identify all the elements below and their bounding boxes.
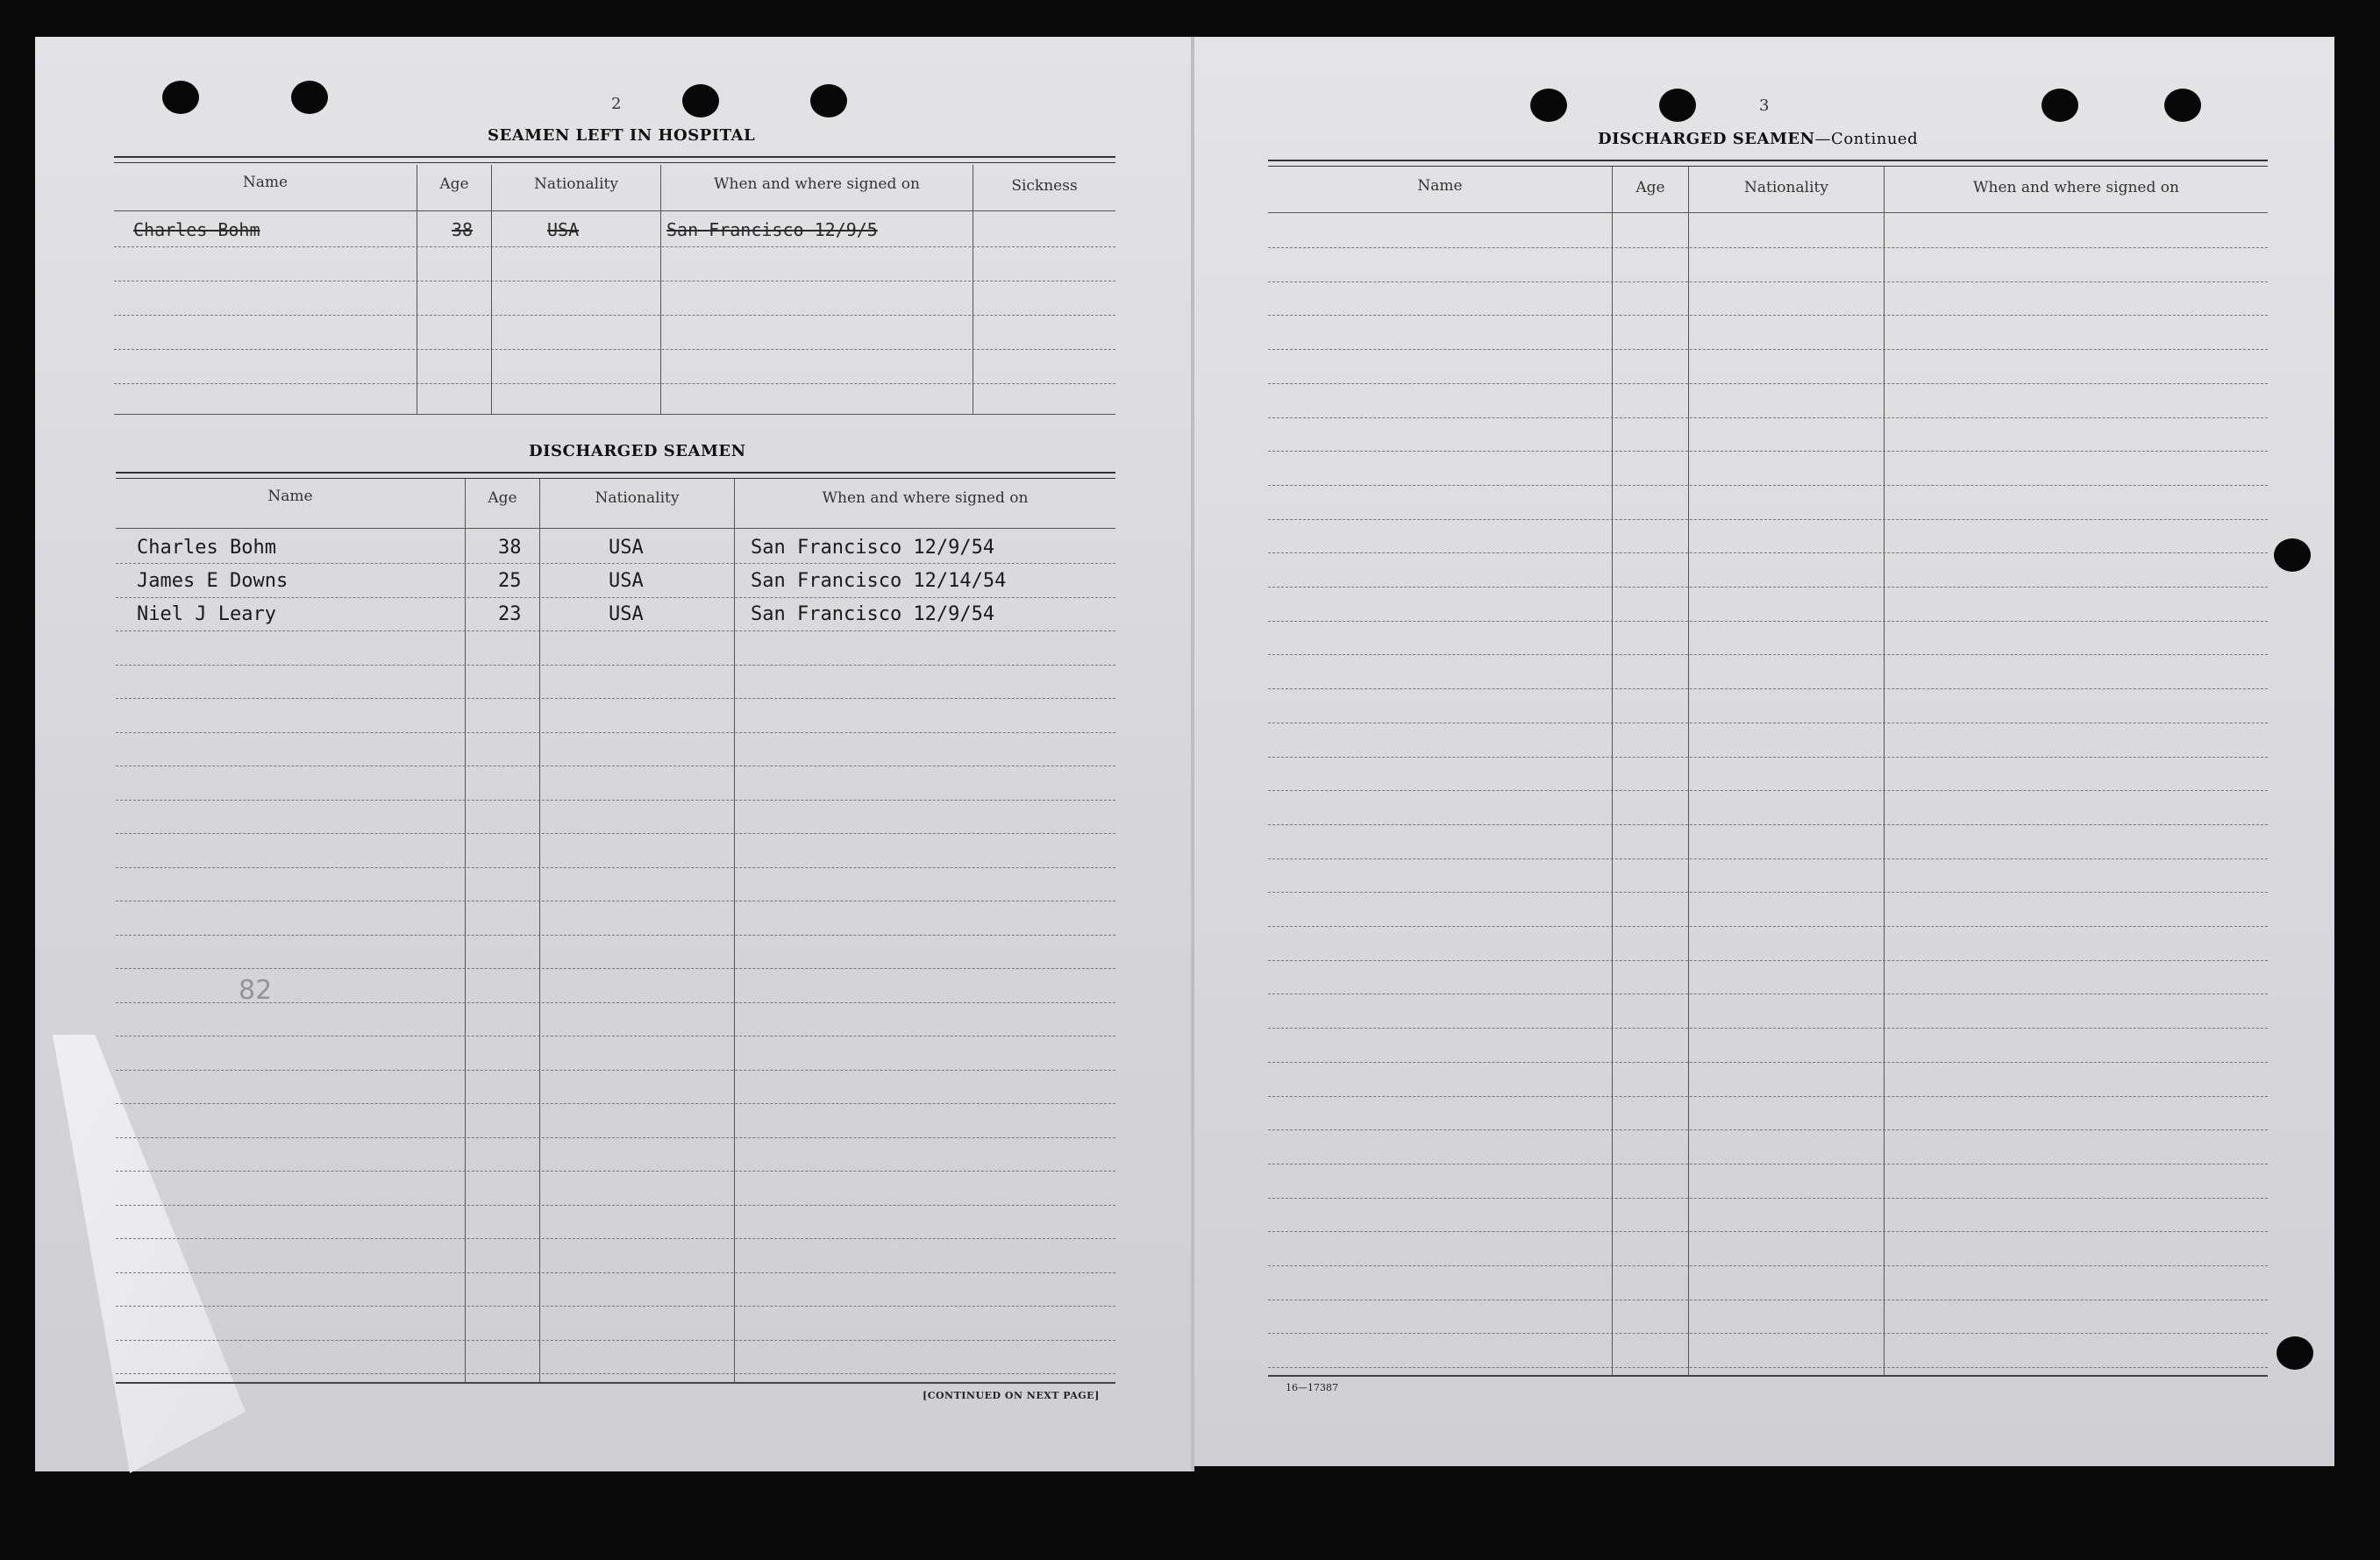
punch-hole	[2164, 89, 2201, 122]
discharged-continued-title	[1598, 130, 1918, 148]
ruled-line	[1268, 552, 2268, 553]
ruled-line	[116, 1306, 1115, 1307]
ruled-line	[1268, 485, 2268, 486]
ruled-line	[1268, 1265, 2268, 1266]
ruled-line	[1268, 1129, 2268, 1130]
ruled-line	[1268, 892, 2268, 893]
hospital-col-signed-on: When and where signed on	[714, 175, 920, 193]
right-top-rule	[1268, 160, 2268, 167]
discharged-row-2-name: James E Downs	[137, 570, 289, 592]
ruled-line	[116, 800, 1115, 801]
right-col-signed-on: When and where signed on	[1973, 179, 2179, 196]
discharged-col-name: Name	[267, 488, 313, 505]
hospital-col-divider	[491, 165, 492, 414]
ruled-line	[1268, 383, 2268, 384]
ruled-line	[1268, 247, 2268, 248]
ruled-line	[1268, 688, 2268, 689]
punch-hole	[1659, 89, 1696, 122]
ruled-line	[1268, 1367, 2268, 1368]
ruled-line	[116, 630, 1115, 631]
discharged-row-3-name: Niel J Leary	[137, 603, 276, 625]
ruled-line	[116, 833, 1115, 834]
hospital-row-line	[114, 383, 1115, 384]
discharged-row-1-signed-on: San Francisco 12/9/54	[751, 537, 995, 559]
hospital-row-line	[114, 315, 1115, 316]
hospital-row-signed-on: San Francisco 12/9/5	[666, 219, 878, 240]
ruled-line	[1268, 1028, 2268, 1029]
ruled-line	[1268, 1198, 2268, 1199]
ruled-line	[1268, 451, 2268, 452]
ruled-line	[116, 1272, 1115, 1273]
continued-note: [CONTINUED ON NEXT PAGE]	[923, 1390, 1100, 1401]
discharged-header-rule	[116, 528, 1115, 529]
ruled-line	[1268, 1096, 2268, 1097]
discharged-continued-title-main: DISCHARGED SEAMEN	[1598, 130, 1815, 148]
ruled-line	[116, 1137, 1115, 1138]
ruled-line	[116, 867, 1115, 868]
discharged-row-2-nationality: USA	[609, 570, 644, 592]
punch-hole	[2274, 538, 2311, 572]
hospital-col-age: Age	[439, 175, 469, 193]
ruled-line	[1268, 417, 2268, 418]
ruled-line	[116, 665, 1115, 666]
discharged-col-nationality: Nationality	[595, 489, 680, 507]
ruled-line	[116, 1340, 1115, 1341]
ruled-line	[1268, 349, 2268, 350]
page-number: 3	[1759, 96, 1770, 115]
margin-mark: 82	[239, 975, 273, 1006]
ruled-line	[1268, 654, 2268, 655]
ruled-line	[1268, 519, 2268, 520]
discharged-col-divider	[734, 479, 735, 1382]
hospital-bottom-rule	[114, 414, 1115, 415]
ruled-line	[116, 935, 1115, 936]
hospital-row-line	[114, 246, 1115, 247]
ruled-line	[116, 1238, 1115, 1239]
punch-hole	[2277, 1336, 2313, 1370]
discharged-top-rule	[116, 472, 1115, 479]
hospital-row-line	[114, 349, 1115, 350]
punch-hole	[291, 81, 328, 114]
discharged-row-1-nationality: USA	[609, 537, 644, 559]
hospital-header-rule	[114, 210, 1115, 211]
hospital-col-sickness: Sickness	[1011, 177, 1078, 195]
hospital-row-name: Charles Bohm	[133, 219, 260, 240]
discharged-continued-title-suffix: —Continued	[1814, 130, 1919, 148]
discharged-row-1-name: Charles Bohm	[137, 537, 276, 559]
ruled-line	[1268, 281, 2268, 282]
ruled-line	[116, 1205, 1115, 1206]
ruled-line	[1268, 926, 2268, 927]
ruled-line	[116, 597, 1115, 598]
punch-hole	[810, 84, 847, 118]
ruled-line	[116, 1373, 1115, 1374]
ruled-line	[1268, 315, 2268, 316]
hospital-row-nationality: USA	[547, 219, 580, 240]
ruled-line	[1268, 757, 2268, 758]
punch-hole	[2042, 89, 2078, 122]
ruled-line	[116, 968, 1115, 969]
ruled-line	[1268, 960, 2268, 961]
discharged-col-divider	[539, 479, 540, 1382]
ruled-line	[116, 1171, 1115, 1172]
form-number: 16—17387	[1286, 1382, 1338, 1393]
hospital-top-rule	[114, 156, 1115, 163]
discharged-row-3-signed-on: San Francisco 12/9/54	[751, 603, 995, 625]
right-col-divider	[1884, 167, 1885, 1375]
left-page	[35, 37, 1194, 1471]
right-col-name: Name	[1417, 177, 1463, 195]
discharged-col-signed-on: When and where signed on	[822, 489, 1029, 507]
ruled-line	[116, 698, 1115, 699]
ruled-line	[1268, 790, 2268, 791]
ruled-line	[116, 563, 1115, 564]
punch-hole	[162, 81, 199, 114]
page-number: 2	[611, 95, 622, 113]
right-page	[1194, 37, 2334, 1466]
discharged-row-3-nationality: USA	[609, 603, 644, 625]
ruled-line	[1268, 621, 2268, 622]
ruled-line	[1268, 587, 2268, 588]
ruled-line	[1268, 1333, 2268, 1334]
hospital-col-name: Name	[242, 174, 289, 191]
discharged-row-3-age: 23	[498, 603, 522, 625]
ruled-line	[116, 732, 1115, 733]
discharged-row-2-age: 25	[498, 570, 522, 592]
ruled-line	[1268, 1231, 2268, 1232]
right-bottom-rule	[1268, 1375, 2268, 1377]
punch-hole	[1530, 89, 1567, 122]
discharged-bottom-rule	[116, 1382, 1115, 1384]
punch-hole	[682, 84, 719, 118]
ruled-line	[116, 1103, 1115, 1104]
discharged-col-age: Age	[488, 489, 517, 507]
ruled-line	[1268, 1062, 2268, 1063]
hospital-row-age: 38	[452, 219, 474, 240]
discharged-row-1-age: 38	[498, 537, 522, 559]
discharged-row-2-signed-on: San Francisco 12/14/54	[751, 570, 1007, 592]
hospital-section-title: SEAMEN LEFT IN HOSPITAL	[488, 126, 756, 145]
ruled-line	[116, 1070, 1115, 1071]
ruled-line	[1268, 858, 2268, 859]
right-col-nationality: Nationality	[1744, 179, 1828, 196]
ruled-line	[1268, 1164, 2268, 1165]
right-col-age: Age	[1635, 179, 1665, 196]
discharged-col-divider	[465, 479, 466, 1382]
hospital-col-nationality: Nationality	[534, 175, 618, 193]
hospital-col-divider	[660, 165, 661, 414]
ruled-line	[1268, 824, 2268, 825]
right-col-divider	[1612, 167, 1613, 1375]
right-col-divider	[1688, 167, 1689, 1375]
right-header-rule	[1268, 212, 2268, 213]
discharged-section-title: DISCHARGED SEAMEN	[529, 442, 746, 460]
